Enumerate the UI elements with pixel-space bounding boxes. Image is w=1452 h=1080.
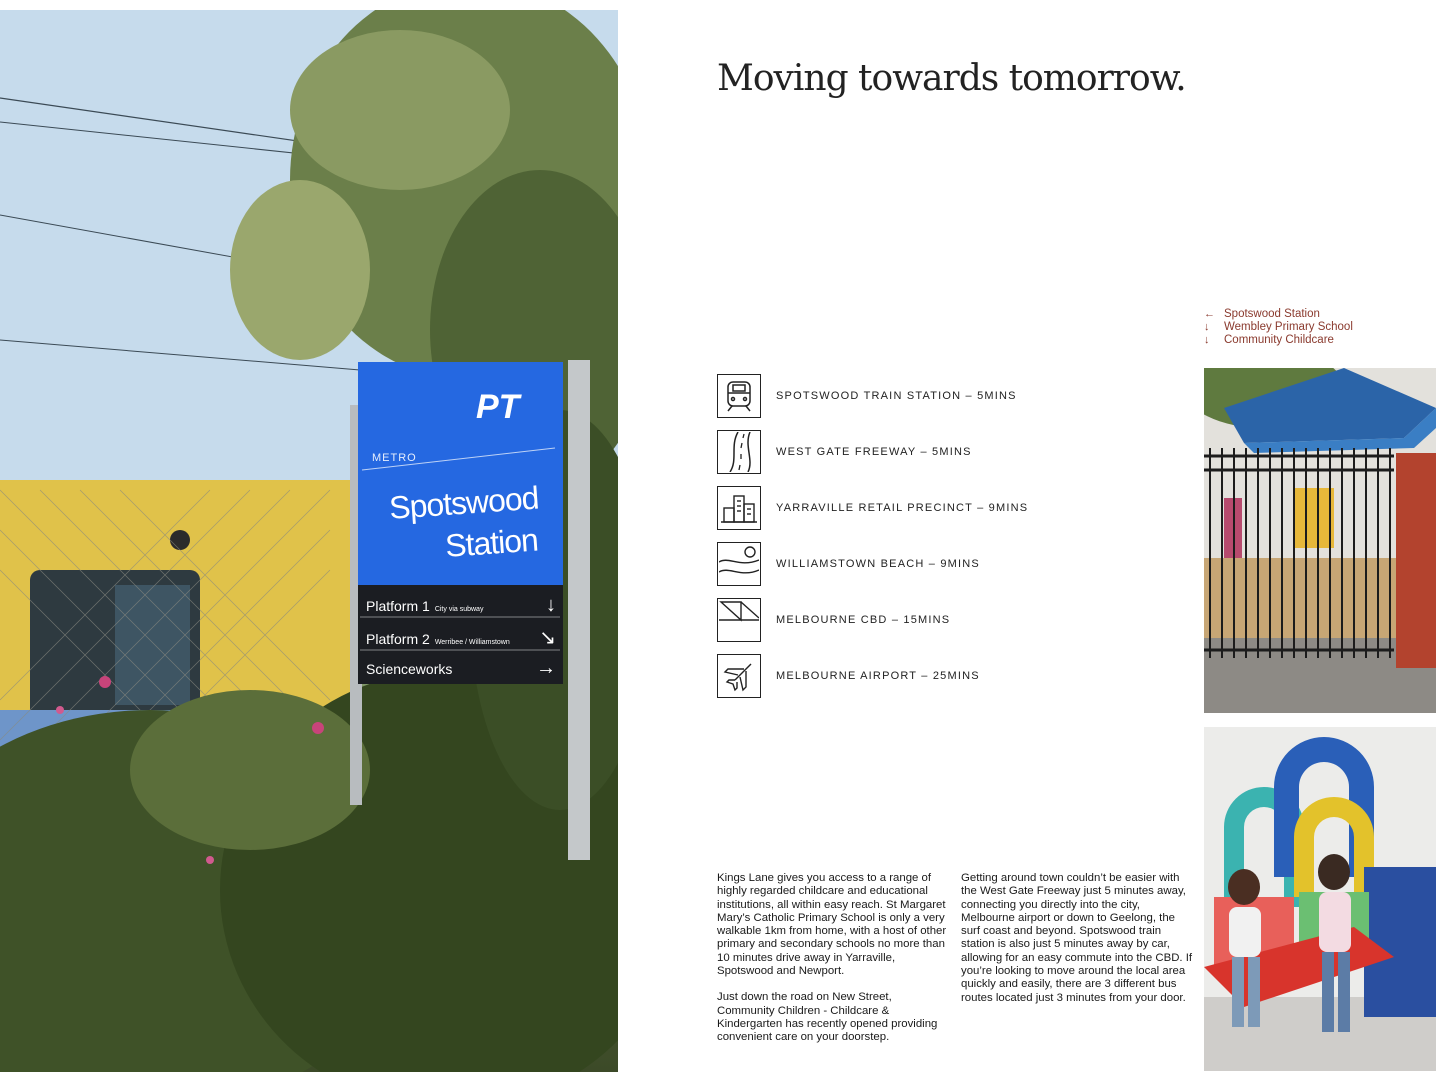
down-arrow-icon: ↓ (546, 594, 556, 616)
travel-item-train (717, 368, 1177, 424)
travel-label: SPOTSWOOD TRAIN STATION – 5MINS (776, 390, 1017, 402)
travel-item-freeway (717, 424, 1177, 480)
road-icon (717, 430, 761, 474)
plane-icon (717, 654, 761, 698)
sign-row-platform-2 (366, 625, 556, 650)
sign-row-platform-1 (366, 594, 556, 617)
travel-item-cbd (717, 592, 1177, 648)
diagonal-arrow-icon: ↘ (539, 627, 556, 649)
copy-paragraph: Getting around town couldn’t be easier with the West Gate Freeway just 5 minutes away, connecting you directly into the city, Melbourne airport or down to Geelong, the surf coast and beyond. Spotswood train station is also just 5 minutes away by car, allowing for an easy commute into the CBD. If you’re looking to move around the local area quickly and easily, there are 3 different bus routes located just 3 minutes from your door. (961, 872, 1193, 1004)
travel-times-list (717, 368, 1177, 704)
childcare-copy (717, 872, 949, 1045)
copy-paragraph: Kings Lane gives you access to a range of highly regarded childcare and educational institutions, all within easy reach. St Margaret Mary’s Catholic Primary School is only a very walkable 1km from home, with a host of other primary and secondary schools no more than 10 minutes drive away in Yarraville, Spotswood and Newport. (717, 872, 947, 978)
legend-label: Spotswood Station (1224, 307, 1320, 320)
photo-legend (1204, 307, 1424, 346)
travel-label: MELBOURNE CBD – 15MINS (776, 614, 951, 626)
travel-label: WILLIAMSTOWN BEACH – 9MINS (776, 558, 980, 570)
train-icon (717, 374, 761, 418)
school-gate-photo (1204, 368, 1436, 713)
sign-station-line2: Station (444, 521, 539, 564)
down-arrow-icon: ↓ (1204, 333, 1210, 346)
travel-label: YARRAVILLE RETAIL PRECINCT – 9MINS (776, 502, 1029, 514)
page-title: Moving towards tomorrow. (717, 58, 1186, 99)
legend-item (1204, 307, 1424, 320)
copy-paragraph: Just down the road on New Street, Community Children - Childcare & Kindergarten has recently opened providing convenient care on your doorstep. (717, 991, 938, 1044)
travel-item-retail (717, 480, 1177, 536)
down-arrow-icon: ↓ (1204, 320, 1210, 333)
travel-label: MELBOURNE AIRPORT – 25MINS (776, 670, 980, 682)
city-icon (717, 598, 761, 642)
legend-label: Wembley Primary School (1224, 320, 1353, 333)
sign-station-line1: Spotswood (388, 479, 540, 526)
travel-item-airport (717, 648, 1177, 704)
sign-row-scienceworks (366, 657, 556, 680)
sign-row-sub: City via subway (434, 606, 484, 613)
travel-label: WEST GATE FREEWAY – 5MINS (776, 446, 972, 458)
legend-item (1204, 333, 1424, 346)
sign-row-main: Platform 2 (366, 631, 430, 647)
sign-brand: PT (476, 388, 520, 426)
sign-row-sub: Werribee / Williamstown (434, 639, 510, 646)
sign-operator: METRO (372, 452, 417, 464)
right-arrow-icon: → (536, 657, 556, 679)
beach-icon (717, 542, 761, 586)
left-arrow-icon: ← (1204, 307, 1215, 320)
station-sign-photo (0, 10, 618, 1072)
sign-row-main: Scienceworks (366, 661, 453, 677)
legend-item (1204, 320, 1424, 333)
sign-row-main: Platform 1 (366, 598, 430, 614)
transport-copy (961, 872, 1193, 1005)
legend-label: Community Childcare (1224, 333, 1334, 346)
childcare-play-photo (1204, 727, 1436, 1071)
shops-icon (717, 486, 761, 530)
travel-item-beach (717, 536, 1177, 592)
